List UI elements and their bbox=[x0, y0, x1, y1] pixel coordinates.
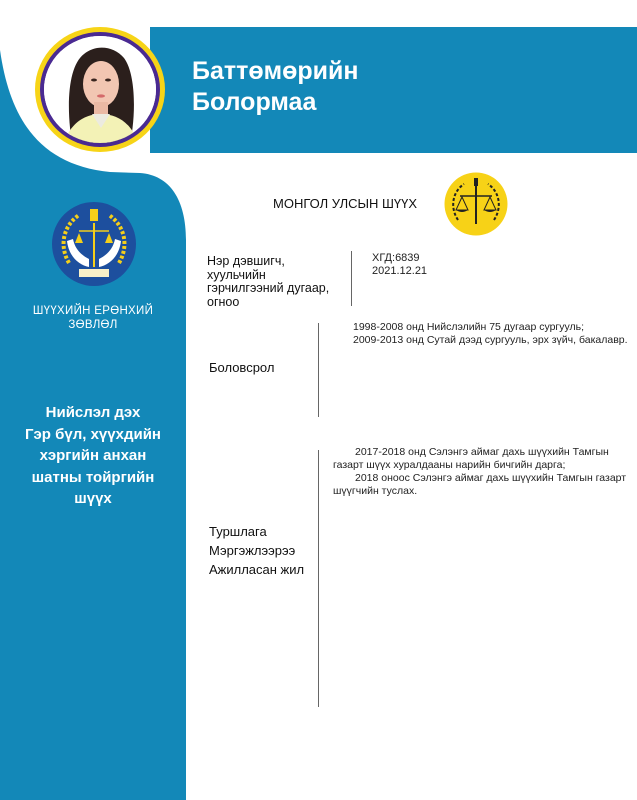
name-line-1: Баттөмөрийн bbox=[192, 57, 359, 85]
experience-item: 2017-2018 онд Сэлэнгэ аймаг дахь шүүхийн Тамгын газарт шүүх хуралдааны нарийн бичгийн дарга; bbox=[333, 446, 609, 471]
name-line-2: Болормаа bbox=[192, 88, 317, 116]
divider-line bbox=[351, 251, 352, 306]
court-header-title: МОНГОЛ УЛСЫН ШҮҮХ bbox=[273, 196, 418, 211]
education-list bbox=[353, 321, 628, 347]
nomination-label: Нэр дэвшигч, хуульчийн гэрчилгээний дугаар, огноо bbox=[207, 254, 330, 309]
candidate-name bbox=[192, 56, 359, 118]
education-label: Боловсрол bbox=[209, 360, 275, 375]
experience-list bbox=[333, 446, 633, 498]
profile-photo-frame bbox=[35, 27, 165, 152]
divider-line bbox=[318, 323, 319, 417]
experience-item: 2018 оноос Сэлэнгэ аймаг дахь шүүхийн Тамгын газарт шүүгчийн туслах. bbox=[333, 472, 627, 497]
judicial-council-emblem-icon bbox=[51, 201, 137, 287]
education-item: 1998-2008 онд Нийслэлийн 75 дугаар сургууль; bbox=[353, 321, 585, 333]
scales-of-justice-icon bbox=[444, 172, 508, 236]
divider-line bbox=[318, 450, 319, 707]
experience-label: Туршлага Мэргэжлээрээ Ажилласан жил bbox=[209, 524, 305, 577]
court-name: Нийслэл дэх Гэр бүл, хүүхдийн хэргийн анхан шатны тойргийн шүүх bbox=[25, 404, 161, 507]
judicial-council-title: ШҮҮХИЙН ЕРӨНХИЙ ЗӨВЛӨЛ bbox=[32, 305, 154, 331]
nomination-value: ХГД:6839 2021.12.21 bbox=[372, 252, 428, 277]
profile-photo bbox=[44, 36, 156, 143]
education-item: 2009-2013 онд Сутай дээд сургууль, эрх зүйч, бакалавр. bbox=[353, 334, 628, 346]
